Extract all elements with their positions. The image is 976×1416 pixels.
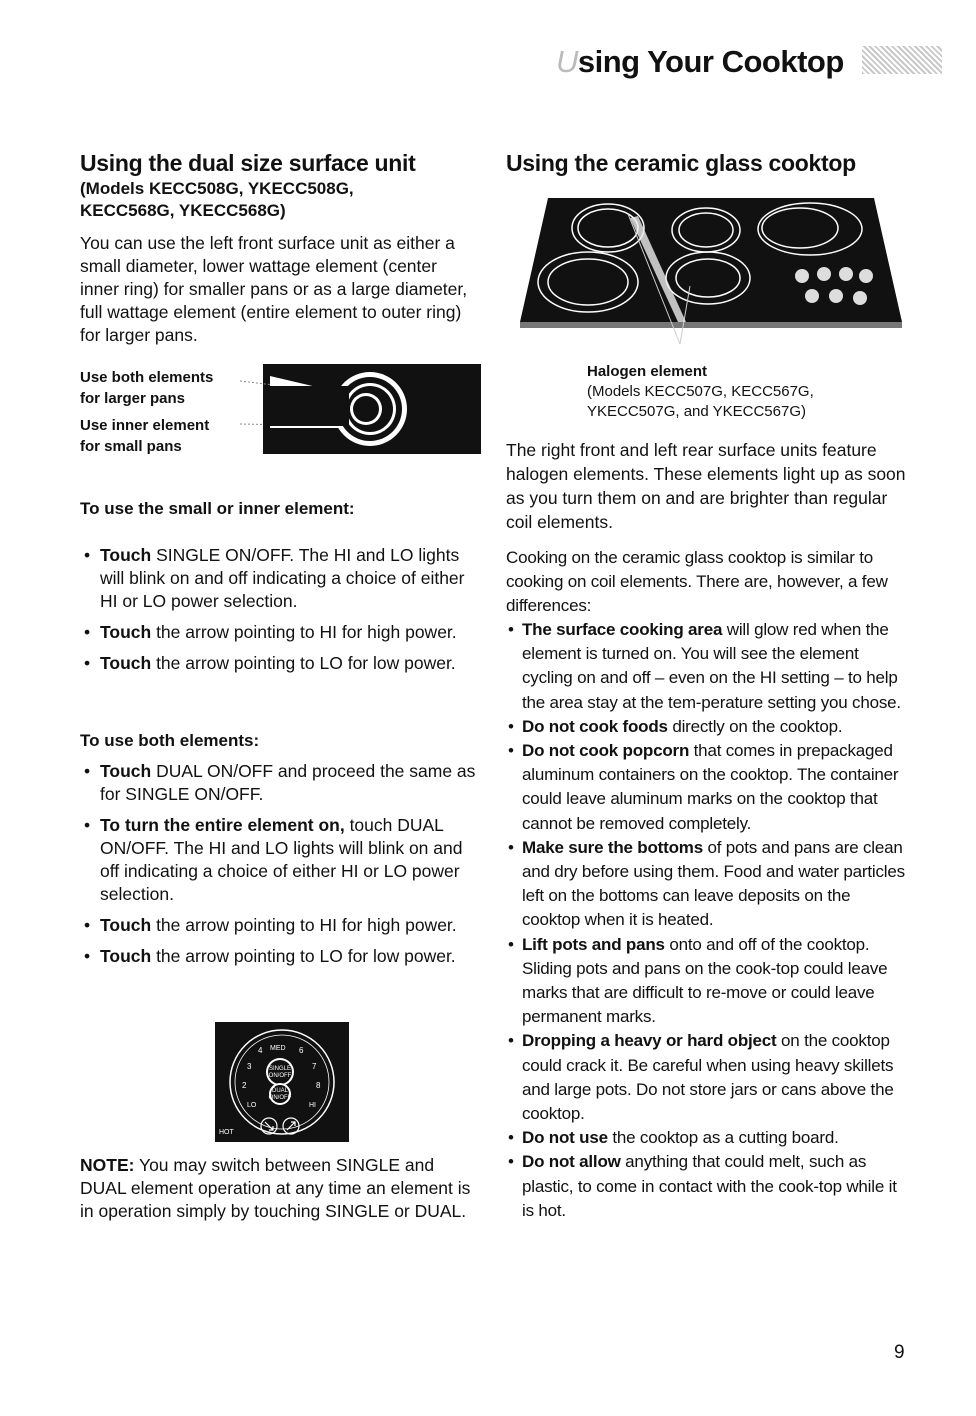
- knob-number-3: 3: [247, 1062, 252, 1071]
- note-text: You may switch between SINGLE and DUAL element operation at any time an element is in operation simply by touching SINGLE or DUAL.: [80, 1155, 471, 1221]
- list-item: • Touch the arrow pointing to LO for low power.: [80, 652, 480, 675]
- label-both-line-1: Use both elements: [80, 369, 214, 386]
- list-item: • Dropping a heavy or hard object on the cooktop could crack it. Be careful when using heavy skillets and large pots. Do not store jars or cans above the cooktop.: [506, 1029, 911, 1126]
- knob-number-4: 4: [258, 1046, 263, 1055]
- knob-hot: HOT: [219, 1129, 234, 1136]
- dual-unit-models: [80, 178, 354, 222]
- label-both-line-2: for larger pans: [80, 390, 186, 407]
- list-item: • The surface cooking area will glow red when the element is turned on. You will see the element cycling on and off – even on the HI setting – to help the area stay at the tem-perature setting you chose.: [506, 618, 911, 715]
- page-number: 9: [894, 1342, 905, 1363]
- list-item: • Touch DUAL ON/OFF and proceed the same as for SINGLE ON/OFF.: [80, 760, 480, 806]
- dual-unit-intro: You can use the left front surface unit as either a small diameter, lower wattage element (center inner ring) for smaller pans or as a large diameter, full wattage element (entire element to outer ring) for larger pans.: [80, 233, 468, 345]
- list-item: • Touch the arrow pointing to HI for high power.: [80, 621, 480, 644]
- dual-label-1: DUAL: [271, 1088, 289, 1094]
- label-inner-line-1: Use inner element: [80, 417, 210, 434]
- header-decoration: [862, 46, 942, 74]
- list-item: • Touch the arrow pointing to HI for high power.: [80, 914, 480, 937]
- header-initial: U: [556, 44, 578, 79]
- cooking-paragraph: Cooking on the ceramic glass cooktop is similar to cooking on coil elements. There are, however, a few differences:: [506, 548, 888, 615]
- models-line-1: (Models KECC508G, YKECC508G,: [80, 179, 354, 198]
- halogen-models-line-1: (Models KECC507G, KECC567G,: [587, 383, 814, 400]
- list-item: • Do not cook popcorn that comes in prepackaged aluminum containers on the cooktop. The container could leave aluminum marks on the cooktop that cannot be removed completely.: [506, 739, 911, 836]
- knob-med: MED: [270, 1045, 286, 1052]
- header-title: sing Your Cooktop: [577, 44, 844, 79]
- knob-number-6: 6: [299, 1046, 304, 1055]
- small-element-heading: To use the small or inner element:: [80, 499, 355, 518]
- single-label-2: ON/OFF: [268, 1073, 292, 1079]
- both-elements-steps: [80, 760, 480, 976]
- both-elements-heading: To use both elements:: [80, 731, 260, 750]
- list-item: • Touch SINGLE ON/OFF. The HI and LO lights will blink on and off indicating a choice of either HI or LO power selection.: [80, 544, 480, 613]
- halogen-paragraph: The right front and left rear surface units feature halogen elements. These elements light up as soon as you turn them on and are brighter than regular coil elements.: [506, 440, 906, 532]
- halogen-models-line-2: YKECC507G, and YKECC567G): [587, 403, 807, 420]
- dual-unit-title: Using the dual size surface unit: [80, 150, 416, 176]
- halogen-label: Halogen element: [587, 363, 708, 380]
- ceramic-tips-list: [506, 618, 911, 1223]
- knob-hi: HI: [309, 1102, 316, 1109]
- ceramic-cooktop-illustration: [518, 194, 904, 358]
- dual-element-illustration: [230, 364, 482, 456]
- knob-number-2: 2: [242, 1081, 247, 1090]
- dual-label-2: ON/OFF: [268, 1095, 292, 1101]
- list-item: • Do not use the cooktop as a cutting board.: [506, 1126, 911, 1150]
- page-header: [556, 44, 844, 80]
- label-inner-line-2: for small pans: [80, 438, 182, 455]
- list-item: • Lift pots and pans onto and off of the cooktop. Sliding pots and pans on the cook-top could leave marks that are difficult to re-move or could leave permanent marks.: [506, 933, 911, 1030]
- knob-number-8: 8: [316, 1081, 321, 1090]
- label-both-elements: [80, 367, 213, 409]
- list-item: • Touch the arrow pointing to LO for low power.: [80, 945, 480, 968]
- note: [80, 1154, 480, 1223]
- small-element-steps: [80, 544, 480, 683]
- models-line-2: KECC568G, YKECC568G): [80, 201, 286, 220]
- list-item: • Do not allow anything that could melt, such as plastic, to come in contact with the cook-top while it is hot.: [506, 1150, 911, 1223]
- knob-lo: LO: [247, 1102, 257, 1109]
- label-inner-element: [80, 415, 209, 457]
- ceramic-cooktop-title: Using the ceramic glass cooktop: [506, 150, 856, 176]
- dual-control-illustration: [215, 1022, 349, 1142]
- list-item: • Do not cook foods directly on the cooktop.: [506, 715, 911, 739]
- knob-number-7: 7: [312, 1062, 317, 1071]
- halogen-models: [587, 382, 814, 422]
- list-item: • Make sure the bottoms of pots and pans are clean and dry before using them. Food and water particles left on the bottoms can leave deposits on the cooktop when it is heated.: [506, 836, 911, 933]
- single-label-1: SINGLE: [268, 1066, 292, 1072]
- note-label: NOTE:: [80, 1155, 135, 1175]
- list-item: • To turn the entire element on, touch DUAL ON/OFF. The HI and LO lights will blink on and off indicating a choice of either HI or LO power selection.: [80, 814, 480, 906]
